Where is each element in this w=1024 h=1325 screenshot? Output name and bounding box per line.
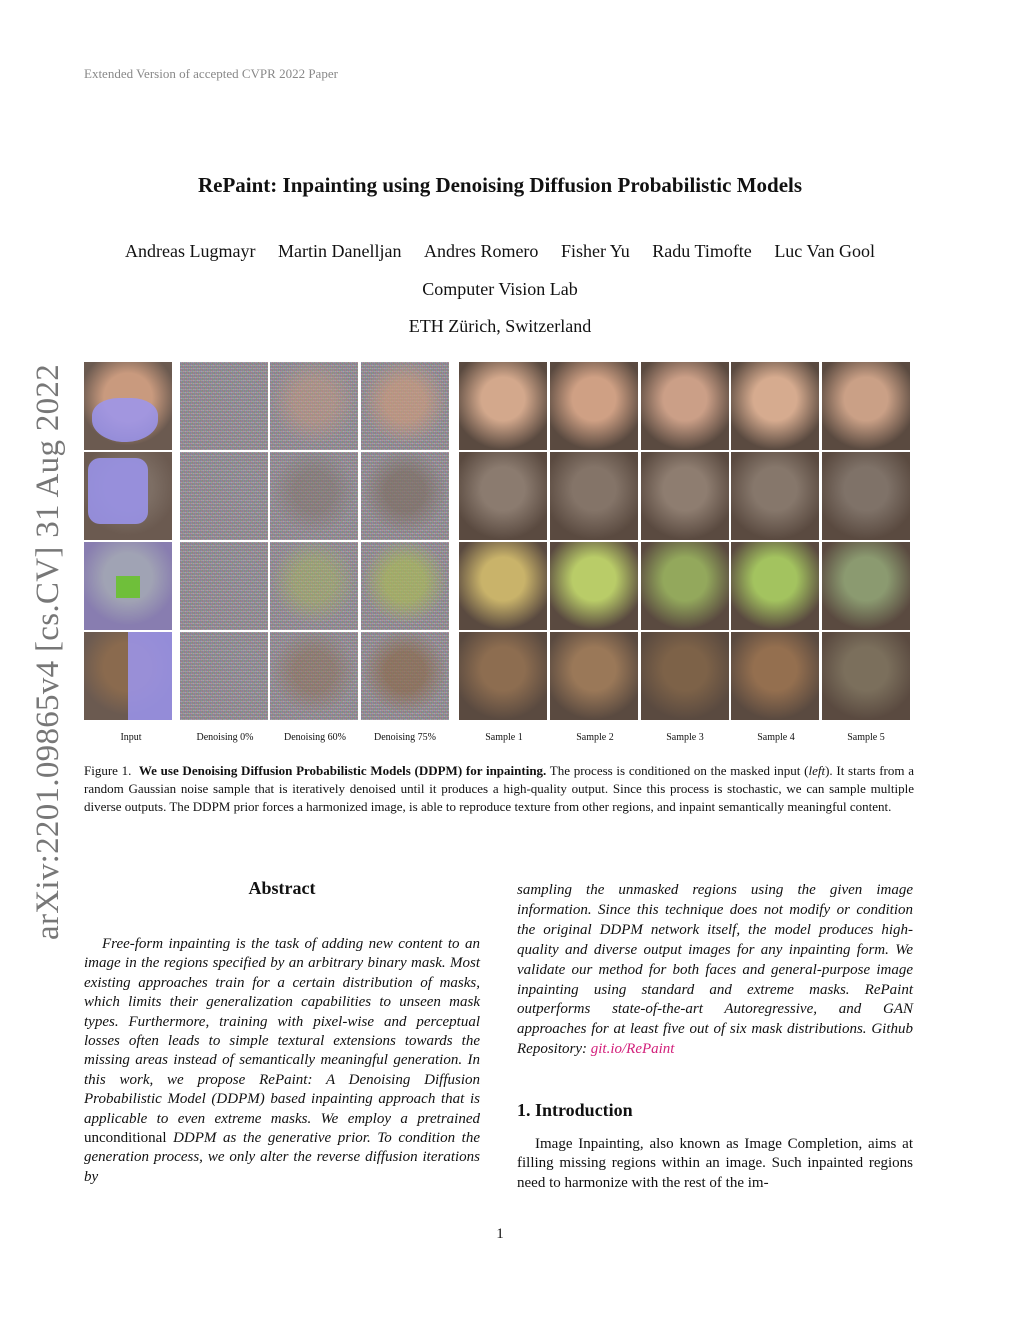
section-heading-introduction: 1. Introduction — [517, 1100, 633, 1120]
abstract-body — [84, 935, 480, 1187]
emerging-content — [270, 542, 358, 630]
inpainted-sample-image — [459, 542, 547, 630]
inpainting-mask — [92, 398, 158, 442]
inpainted-sample-image — [822, 542, 910, 630]
figure-column-label: Sample 1 — [485, 732, 523, 743]
github-link[interactable]: git.io/RePaint — [590, 1041, 675, 1058]
abstract-text: sampling the unmasked regions using the given image information. Since this technique does not modify or condition the original DDPM network itself, the model produces high-quality and diverse output images for any inpainting form. We validate our method for both faces and general-purpose image inpainting using standard and extreme masks. RePaint outperforms state-of-the-art Autoregressive, and GAN approaches for at least five out of six mask distributions. Github Repository: — [517, 882, 913, 1058]
abstract-text: DDPM as the generative prior. To condition the generation process, we only alter the reverse diffusion iterations by — [84, 1130, 480, 1185]
header-note: Extended Version of accepted CVPR 2022 Paper — [84, 66, 338, 81]
inpainted-sample-image — [731, 632, 819, 720]
inpainted-sample-image — [822, 362, 910, 450]
emerging-content — [361, 632, 449, 720]
author: Luc Van Gool — [774, 241, 875, 261]
emerging-content — [361, 542, 449, 630]
inpainted-sample-image — [822, 632, 910, 720]
figure-column-label: Denoising 75% — [374, 732, 436, 743]
inpainted-sample-image — [641, 542, 729, 630]
emerging-content — [270, 452, 358, 540]
denoising-step-image — [361, 632, 449, 720]
inpainted-sample-image — [731, 452, 819, 540]
paper-title: RePaint: Inpainting using Denoising Diffusion Probabilistic Models — [197, 173, 803, 197]
denoising-step-image — [361, 362, 449, 450]
masked-input-image — [84, 542, 172, 630]
figure-column-label: Sample 2 — [576, 732, 614, 743]
affiliation-university: ETH Zürich, Switzerland — [408, 316, 592, 336]
caption-label: Figure 1. — [84, 763, 132, 778]
affiliation-lab: Computer Vision Lab — [422, 279, 578, 299]
caption-text: The process is conditioned on the masked input ( — [546, 763, 809, 778]
figure-column-label: Input — [120, 732, 142, 743]
inpainted-sample-image — [731, 542, 819, 630]
inpainted-sample-image — [550, 362, 638, 450]
introduction-body: Image Inpainting, also known as Image Completion, aims at filling missing regions within an image. Such inpainted regions need to harmonize with the rest of the im- — [517, 1136, 913, 1191]
author: Radu Timofte — [652, 241, 752, 261]
figure-column-label: Denoising 0% — [196, 732, 254, 743]
inpainted-sample-image — [459, 362, 547, 450]
figure-caption — [84, 762, 914, 816]
author-list — [0, 241, 1000, 262]
inpainted-sample-image — [550, 632, 638, 720]
author: Andres Romero — [423, 241, 539, 261]
abstract-heading: Abstract — [248, 878, 316, 898]
denoising-step-image — [180, 542, 268, 630]
abstract-continuation — [517, 881, 913, 1060]
denoising-step-image — [180, 362, 268, 450]
unmasked-region — [116, 576, 140, 598]
inpainted-sample-image — [459, 632, 547, 720]
emerging-content — [361, 362, 449, 450]
inpainting-mask — [88, 458, 148, 524]
inpainting-mask — [128, 632, 172, 720]
emerging-content — [270, 362, 358, 450]
abstract-text: Free-form inpainting is the task of adding new content to an image in the regions specified by an arbitrary binary mask. Most existing approaches train for a certain distribution of masks, which limits their generalization capabilities to unseen mask types. Furthermore, training with pixel-wise and perceptual losses often leads to simple textural extensions towards the missing areas instead of semantically meaningful generation. In this work, we propose RePaint: A Denoising Diffusion Probabilistic Model (DDPM) based inpainting approach that is applicable to even extreme masks. We employ a pretrained — [84, 936, 480, 1127]
emerging-content — [361, 452, 449, 540]
masked-input-image — [84, 632, 172, 720]
denoising-step-image — [361, 542, 449, 630]
emerging-content — [270, 632, 358, 720]
masked-input-image — [84, 362, 172, 450]
figure-column-label: Sample 5 — [847, 732, 885, 743]
inpainted-sample-image — [641, 632, 729, 720]
inpainted-sample-image — [641, 452, 729, 540]
abstract-upright: unconditional — [84, 1130, 167, 1147]
denoising-step-image — [180, 632, 268, 720]
inpainted-sample-image — [459, 452, 547, 540]
inpainted-sample-image — [641, 362, 729, 450]
figure-1 — [84, 362, 914, 743]
denoising-step-image — [270, 452, 358, 540]
masked-input-image — [84, 452, 172, 540]
caption-left: left — [808, 763, 826, 778]
author: Fisher Yu — [560, 241, 630, 261]
denoising-step-image — [361, 452, 449, 540]
figure-column-label: Denoising 60% — [284, 732, 346, 743]
arxiv-identifier: arXiv:2201.09865v4 [cs.CV] 31 Aug 2022 — [30, 363, 66, 940]
denoising-step-image — [270, 362, 358, 450]
inpainted-sample-image — [550, 452, 638, 540]
inpainted-sample-image — [550, 542, 638, 630]
caption-bold: We use Denoising Diffusion Probabilistic Models (DDPM) for inpainting. — [138, 763, 547, 778]
denoising-step-image — [270, 632, 358, 720]
page-number: 1 — [496, 1226, 504, 1242]
inpainted-sample-image — [822, 452, 910, 540]
denoising-step-image — [270, 542, 358, 630]
author: Martin Danelljan — [277, 241, 402, 261]
caption-text: ). It starts from a random Gaussian noise sample that is iteratively denoised until it produces a high-quality output. Since this process is stochastic, we can sample multiple diverse outputs. The DDPM prior forces a harmonized image, is able to reproduce texture from other regions, and inpaint semantically meaningful content. — [84, 763, 914, 814]
denoising-step-image — [180, 452, 268, 540]
figure-column-label: Sample 4 — [757, 732, 795, 743]
author: Andreas Lugmayr — [125, 241, 256, 261]
figure-column-label: Sample 3 — [666, 732, 704, 743]
inpainted-sample-image — [731, 362, 819, 450]
